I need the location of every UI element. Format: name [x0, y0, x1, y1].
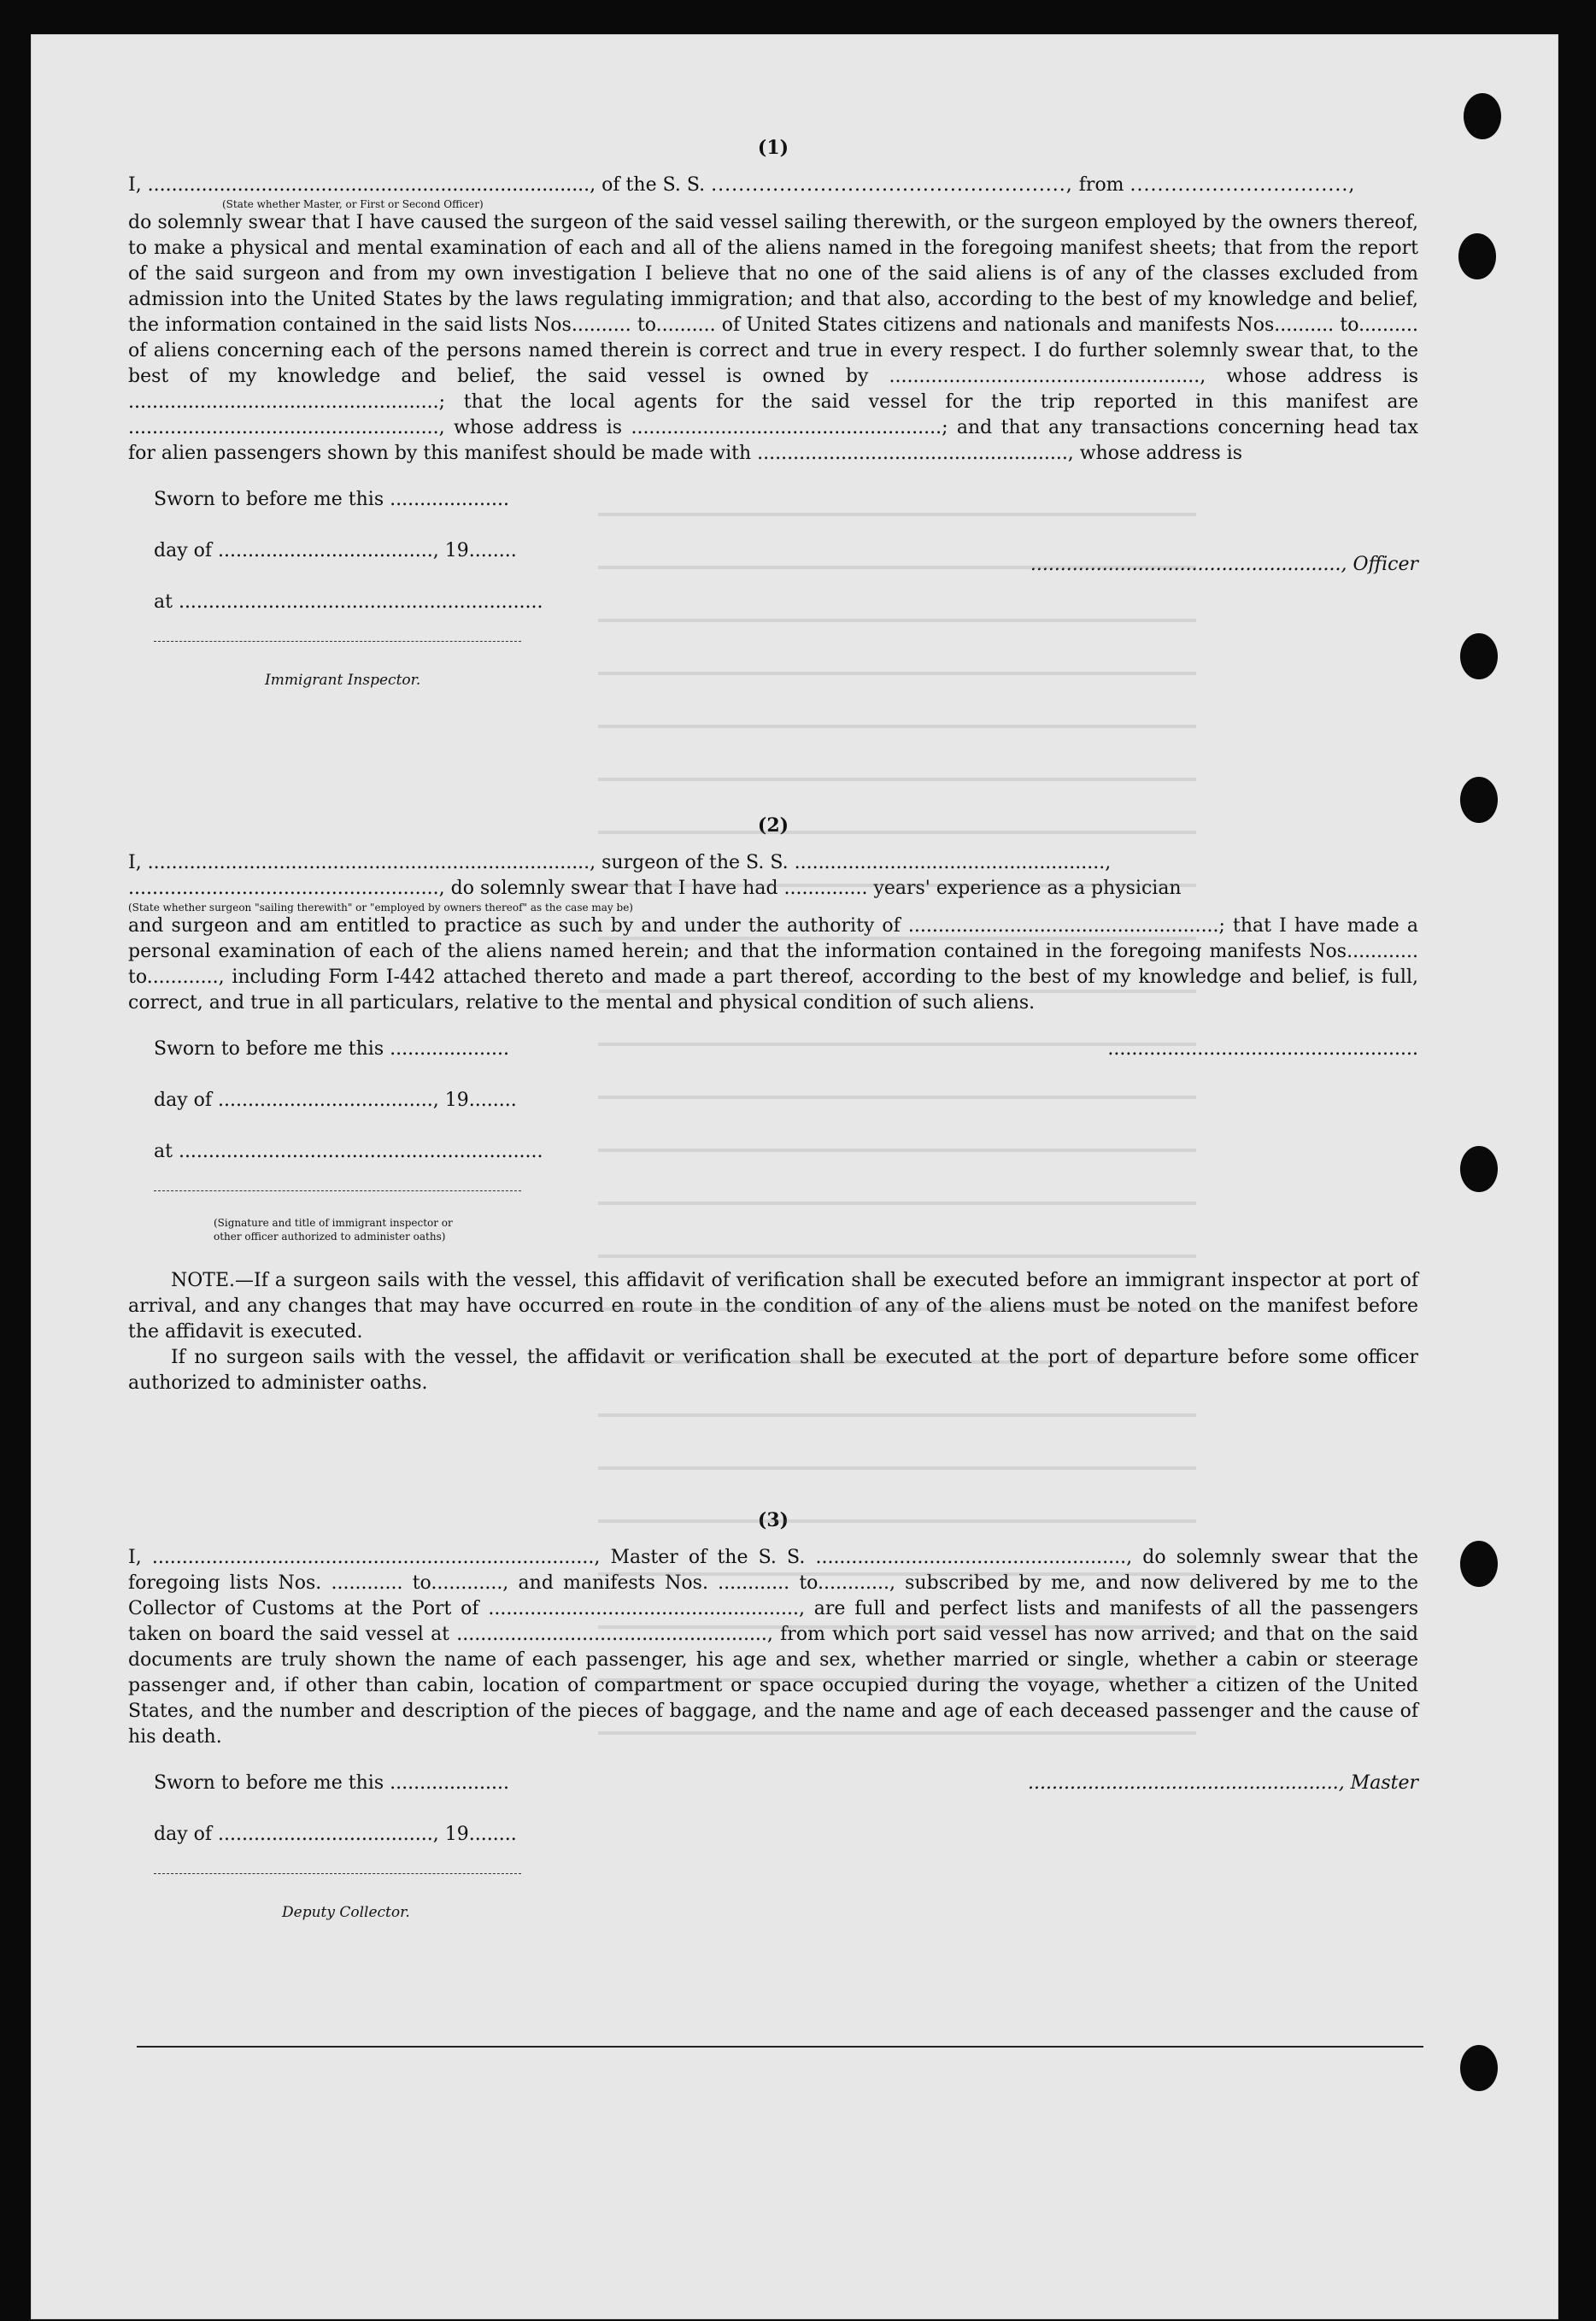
master-signature: ...................................................., Master: [1028, 1772, 1418, 1794]
binder-hole: [1458, 233, 1496, 279]
section-number: (1): [757, 137, 789, 159]
note-paragraph: NOTE.—If a surgeon sails with the vessel, this affidavit of verification shall be executed before an immigrant inspector at port of arrival, and any changes that may have occurred en route in the condition of any of the aliens must be noted on the manifest before the affidavit is executed.: [128, 1270, 1418, 1343]
at-line: at .............................................................: [154, 1141, 543, 1162]
note-paragraph: If no surgeon sails with the vessel, the affidavit or verification shall be executed at the port of departure before some officer authorized to administer oaths.: [128, 1347, 1418, 1394]
signature-caption: (Signature and title of immigrant inspector or: [214, 1217, 453, 1229]
surgeon-oath-body: and surgeon and am entitled to practice as such by and under the authority of ....................................................; that I have made a personal examination of each of the aliens named herein; and that the information contained in the foregoing manifests Nos............ to............, including Form I-442 attached thereto and made a part thereof, according to the best of my knowledge and belief, is full, correct, and true in all particulars, relative to the mental and physical condition of such aliens.: [128, 915, 1418, 1014]
surgeon-signature: ....................................................: [1107, 1038, 1418, 1060]
at-line: at .............................................................: [154, 591, 543, 613]
signature-line: [154, 1873, 521, 1874]
binder-hole: [1460, 1541, 1498, 1587]
inspector-caption: Immigrant Inspector.: [265, 672, 421, 689]
master-oath-body: I, .........................................................................., Master of the S. S. ...................................................., do solemnly swear that the foregoing lists Nos. ............ to............, and manifests Nos. ............ to............, subscribed by me, and now delivered by me to the Collector of Customs at the Port of ...................................................., are full and perfect lists and manifests of all the passengers taken on board the said vessel at ...................................................., from which port said vessel has now arrived; and that on the said documents are truly shown the name of each passenger, his age and sex, whether married or single, whether a cabin or steerage passenger and, if other than cabin, location of compartment or space occupied during the voyage, whether a citizen of the United States, and the number and description of the pieces of baggage, and the name and age of each deceased passenger and the cause of his death.: [128, 1547, 1418, 1748]
sworn-block: [128, 487, 543, 719]
sworn-block: [128, 1037, 543, 1268]
oath-body: do solemnly swear that I have caused the surgeon of the said vessel sailing therewith, or the surgeon employed by the owners thereof, to make a physical and mental examination of each and all of the aliens named in the foregoing manifest sheets; that from the report of the said surgeon and from my own investigation I believe that no one of the said aliens is of any of the classes excluded from admission into the United States by the laws regulating immigration; and that also, according to the best of my knowledge and belief, the information contained in the said lists Nos.......... to.......... of United States citizens and nationals and manifests Nos.......... to.......... of aliens concerning each of the persons named therein is correct and true in every respect. I do further solemnly swear that, to the best of my knowledge and belief, the said vessel is owned by ...................................................., whose address is ....................................................; that the local agents for the said vessel for the trip reported in this manifest are ...................................................., whose address is ....................................................; and that any transactions concerning head tax for alien passengers shown by this manifest should be made with ...................................................., whose address is: [128, 212, 1418, 464]
binder-hole: [1460, 633, 1498, 679]
sworn-line: Sworn to before me this ....................: [154, 489, 509, 510]
section-number: (2): [757, 814, 789, 837]
day-line: day of ...................................., 19........: [154, 1824, 517, 1845]
sworn-line: Sworn to before me this ....................: [154, 1772, 509, 1794]
sworn-block: [128, 1771, 521, 1951]
oath-first-line: [128, 173, 1418, 198]
signature-line: [154, 641, 521, 642]
day-line: day of ...................................., 19........: [154, 540, 517, 561]
signature-caption: other officer authorized to administer oaths): [214, 1231, 446, 1243]
name-field[interactable]: I, ..........................................................................,: [128, 174, 596, 196]
collector-caption: Deputy Collector.: [282, 1904, 410, 1921]
from-label: from: [1078, 174, 1124, 196]
surgeon-line-2: ...................................................., do solemnly swear that I have had .............. years' experience as a physician: [128, 878, 1182, 899]
field-caption: (State whether Master, or First or Second Officer): [222, 198, 484, 210]
binder-hole: [1464, 93, 1501, 139]
surgeon-line: I, .........................................................................., surgeon of the S. S. ....................................................,: [128, 852, 1112, 873]
ship-field[interactable]: ....................................................,: [711, 174, 1073, 196]
day-line: day of ...................................., 19........: [154, 1090, 517, 1111]
binder-hole: [1460, 1146, 1498, 1192]
bottom-rule: [137, 2046, 1423, 2048]
officer-signature: ...................................................., Officer: [1030, 554, 1418, 575]
signature-block: [128, 1771, 1418, 1951]
binder-hole: [1460, 777, 1498, 823]
ss-label: of the S. S.: [601, 174, 706, 196]
binder-hole: [1460, 2045, 1498, 2091]
section-number: (3): [757, 1509, 789, 1531]
bleed-through-marks: [598, 479, 1196, 1760]
signature-line: [154, 1190, 521, 1191]
sworn-line: Sworn to before me this ....................: [154, 1038, 509, 1060]
from-field[interactable]: ................................,: [1130, 174, 1356, 196]
field-caption: (State whether surgeon "sailing therewith" or "employed by owners thereof" as the case may be): [128, 902, 633, 914]
